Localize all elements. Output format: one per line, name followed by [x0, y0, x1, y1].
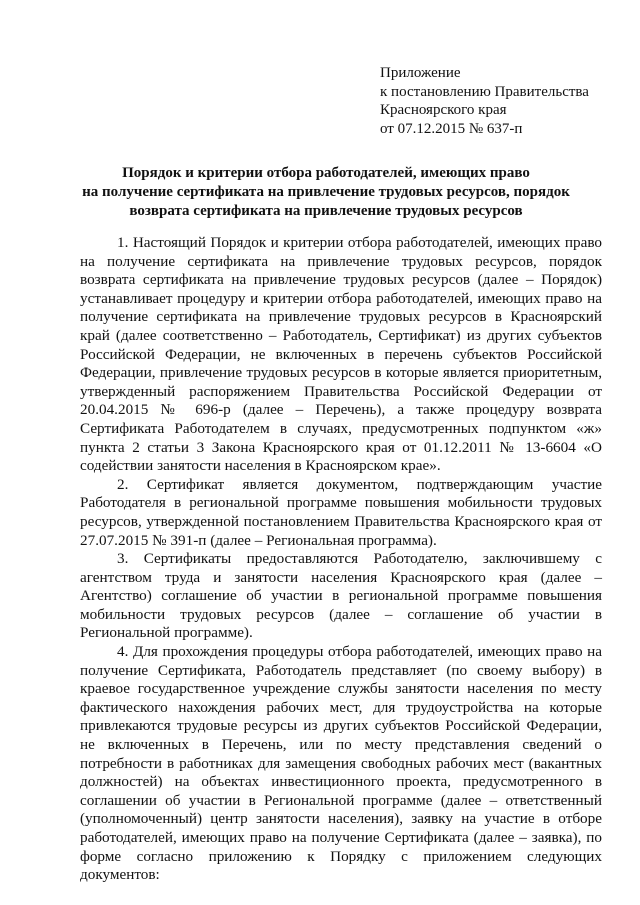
title-line: возврата сертификата на привлечение трудовых ресурсов [129, 203, 523, 219]
title-line: Порядок и критерии отбора работодателей, имеющих право [122, 165, 530, 181]
annex-line: к постановлению Правительства [380, 83, 589, 100]
title-line: на получение сертификата на привлечение трудовых ресурсов, порядок [82, 184, 570, 200]
paragraph-1: 1. Настоящий Порядок и критерии отбора работодателей, имеющих право на получение сертификата на привлечение трудовых ресурсов, порядок возврата сертификата на привлечение трудовых ресурсов (далее – Порядок) устанавливает процедуру и критерии отбора работодателей, имеющих право на получение сертификата на привлечение трудовых ресурсов в Красноярский край (далее соответственно – Работодатель, Сертификат) из других субъектов Российской Федерации, не включенных в перечень субъектов Российской Федерации, привлечение трудовых ресурсов в которые является приоритетным, утвержденный распоряжением Правительства Российской Федерации от 20.04.2015 № 696-р (далее – Перечень), а также процедуру возврата Сертификата Работодателем в случаях, предусмотренных подпунктом «ж» пункта 2 статьи 3 Закона Красноярского края от 01.12.2011 № 13-6604 «О содействии занятости населения в Красноярском крае». [80, 234, 602, 475]
annex-line: от 07.12.2015 № 637-п [380, 120, 523, 137]
annex-line: Красноярского края [380, 102, 507, 118]
annex-block [380, 64, 630, 138]
paragraph-3: 3. Сертификаты предоставляются Работодателю, заключившему с агентством труда и занятости населения Красноярского края (далее – Агентство) соглашение об участии в региональной программе повышения мобильности трудовых ресурсов (далее – соглашение об участии в Региональной программе). [80, 550, 602, 642]
paragraph-4: 4. Для прохождения процедуры отбора работодателей, имеющих право на получение Сертификата, Работодатель представляет (по своему выбору) в краевое государственное учреждение службы занятости населения по месту фактического нахождения рабочих мест, для трудоустройства на которые привлекаются трудовые ресурсы из других субъектов Российской Федерации, не включенных в Перечень, или по месту представления сведений о потребности в работниках для замещения свободных рабочих мест (вакантных должностей) на объектах инвестиционного проекта, предусмотренного в соглашении об участии в Региональной программе (далее – ответственный (уполномоченный) центр занятости населения), заявку на участие в отборе работодателей, имеющих право на получение Сертификата (далее – заявка), по форме согласно приложению к Порядку с приложением следующих документов: [80, 643, 602, 884]
annex-line: Приложение [380, 65, 461, 81]
paragraph-2: 2. Сертификат является документом, подтверждающим участие Работодателя в региональной программе повышения мобильности трудовых ресурсов, утвержденной постановлением Правительства Красноярского края от 27.07.2015 № 391-п (далее – Региональная программа). [80, 475, 602, 549]
document-title [40, 164, 612, 221]
document-body [80, 234, 602, 885]
